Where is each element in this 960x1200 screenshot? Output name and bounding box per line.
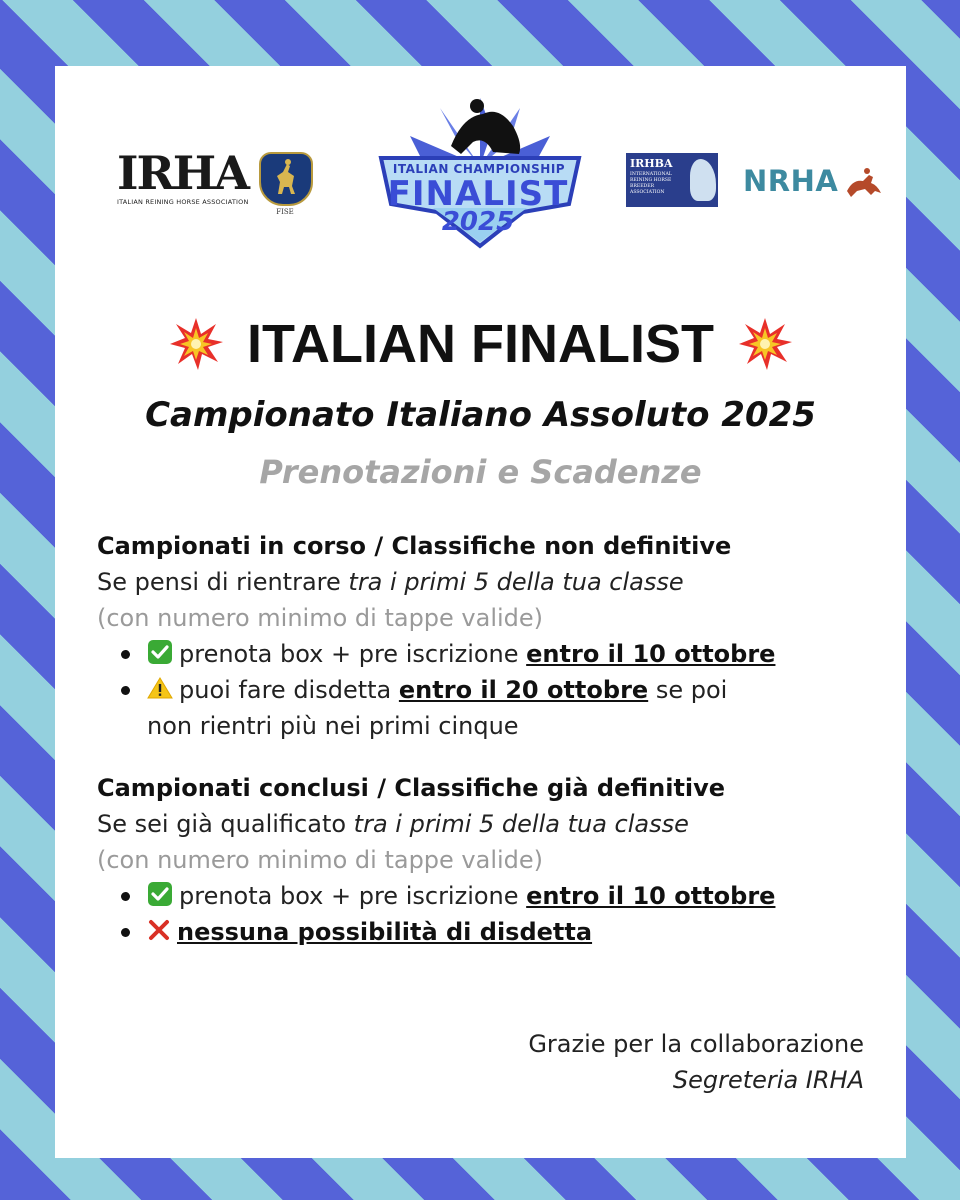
badge-championship-text: ITALIAN CHAMPIONSHIP: [392, 162, 566, 176]
signature-block: [528, 1026, 864, 1098]
bullet-text: nessuna possibilità di disdetta: [177, 918, 593, 946]
nrha-logo: [743, 161, 887, 205]
nrha-logo-text: NRHA: [743, 164, 839, 198]
page-title-text: ITALIAN FINALIST: [247, 314, 714, 374]
bullet-text-continued: non rientri più nei primi cinque: [147, 712, 519, 740]
horse-rider-icon: [843, 165, 883, 201]
irha-logo-subtitle: ITALIAN REINING HORSE ASSOCIATION: [117, 198, 249, 206]
list-item: [97, 878, 877, 914]
irhba-logo: [626, 153, 718, 207]
bullet-text: puoi fare disdetta: [179, 676, 399, 704]
finalist-badge-logo: [373, 96, 587, 266]
section-intro-italic: tra i primi 5 della tua classe: [348, 568, 684, 596]
content-body: [97, 528, 877, 950]
section-intro: [97, 564, 877, 600]
section-title: Campionati in corso / Classifiche non definitive: [97, 532, 732, 560]
irhba-logo-subtitle: INTERNATIONAL REINING HORSE BREEDER ASSOCIATION: [630, 172, 672, 195]
check-icon: [147, 881, 173, 907]
badge-year-text: 2025: [441, 207, 515, 237]
bullet-text-after: se poi: [648, 676, 728, 704]
section-intro-italic: tra i primi 5 della tua classe: [353, 810, 689, 838]
thanks-text: Grazie per la collaborazione: [528, 1030, 864, 1058]
page-tagline: Prenotazioni e Scadenze: [259, 453, 702, 491]
list-item: [97, 672, 877, 744]
page-subtitle: Campionato Italiano Assoluto 2025: [145, 395, 816, 435]
fise-logo-text: FISE: [276, 208, 294, 216]
list-item: [97, 914, 877, 950]
collision-burst-icon: [168, 316, 224, 372]
irhba-logo-title: IRHBA: [630, 157, 673, 170]
collision-burst-icon: [737, 316, 793, 372]
bullet-text: prenota box + pre iscrizione: [179, 882, 527, 910]
deadline-text: entro il 10 ottobre: [526, 640, 776, 668]
signature-text: Segreteria IRHA: [672, 1066, 864, 1094]
horse-rider-icon: [261, 154, 311, 204]
section-note: (con numero minimo di tappe valide): [97, 846, 544, 874]
logo-bar: [55, 66, 906, 306]
bullet-text: prenota box + pre iscrizione: [179, 640, 527, 668]
announcement-card: [55, 66, 906, 1158]
deadline-text: entro il 20 ottobre: [398, 676, 649, 704]
section-intro-text: Se sei già qualificato: [97, 810, 354, 838]
check-icon: [147, 639, 173, 665]
irha-logo-mark: IRHA: [117, 146, 248, 200]
fise-logo: [259, 152, 311, 218]
section-intro-text: Se pensi di rientrare: [97, 568, 349, 596]
fise-shield-icon: [259, 152, 313, 206]
irha-logo: [117, 146, 249, 214]
section-note: (con numero minimo di tappe valide): [97, 604, 544, 632]
list-item: [97, 636, 877, 672]
deadline-text: entro il 10 ottobre: [526, 882, 776, 910]
page-title: [55, 314, 906, 376]
badge-finalist-text: FINALIST: [387, 174, 569, 214]
warning-icon: [147, 676, 173, 700]
bullet-list: [97, 636, 877, 744]
bullet-list: [97, 878, 877, 950]
section-intro: [97, 806, 877, 842]
section-title: Campionati conclusi / Classifiche già definitive: [97, 774, 726, 802]
cross-icon: [147, 918, 171, 942]
